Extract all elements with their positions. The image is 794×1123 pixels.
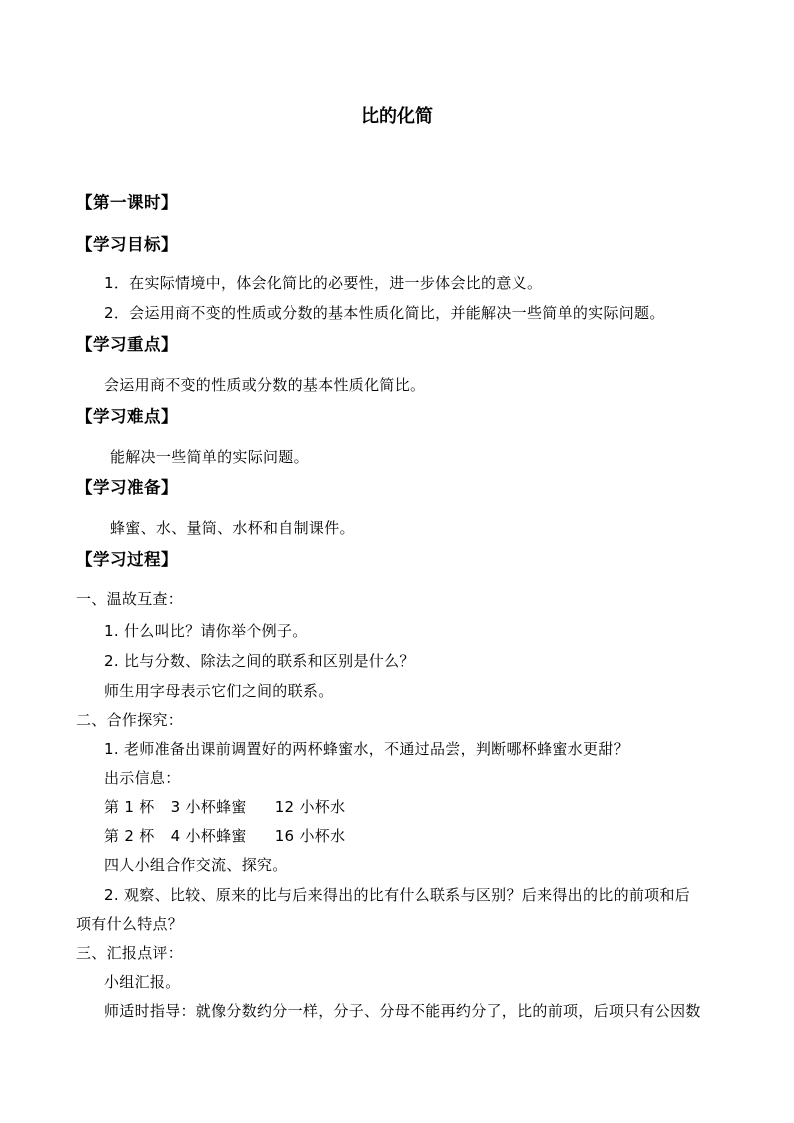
cup-label: 第 1 杯 [104, 798, 155, 816]
heading-goals: 【学习目标】 [76, 235, 178, 254]
report-text: 小组汇报。 [104, 973, 181, 991]
cup-row-1 [104, 797, 345, 817]
goal-item-2: 2．会运用商不变的性质或分数的基本性质化简比，并能解决一些简单的实际问题。 [104, 304, 665, 322]
info-label: 出示信息： [104, 769, 181, 787]
heading-lesson: 【第一课时】 [76, 193, 178, 212]
part1-item-2: 2. 比与分数、除法之间的联系和区别是什么？ [104, 652, 415, 670]
cup-water: 16 小杯水 [274, 827, 346, 845]
difficulty-text: 能解决一些简单的实际问题。 [110, 448, 309, 466]
preparation-text: 蜂蜜、水、量筒、水杯和自制课件。 [110, 519, 355, 537]
part1-item-1: 1. 什么叫比？请你举个例子。 [104, 622, 308, 640]
guide-text: 师适时指导：就像分数约分一样，分子、分母不能再约分了，比的前项，后项只有公因数 [104, 1002, 701, 1020]
part2-heading: 二、合作探究： [76, 711, 184, 729]
cup-honey: 4 小杯蜂蜜 [170, 827, 247, 845]
goal-item-1: 1．在实际情境中，体会化简比的必要性，进一步体会比的意义。 [104, 274, 543, 292]
part2-item-1: 1. 老师准备出课前调置好的两杯蜂蜜水，不通过品尝，判断哪杯蜂蜜水更甜？ [104, 740, 629, 758]
part1-heading: 一、温故互查： [76, 590, 184, 608]
heading-process: 【学习过程】 [76, 550, 178, 569]
heading-difficulty: 【学习难点】 [76, 407, 178, 426]
cup-row-2 [104, 826, 345, 846]
part2-item-2-line1: 2. 观察、比较、原来的比与后来得出的比有什么联系与区别？后来得出的比的前项和后 [104, 886, 691, 904]
document-title: 比的化简 [361, 106, 433, 127]
cup-water: 12 小杯水 [274, 798, 346, 816]
group-work-text: 四人小组合作交流、探究。 [104, 856, 288, 874]
heading-focus: 【学习重点】 [76, 335, 178, 354]
cup-label: 第 2 杯 [104, 827, 155, 845]
part1-item-3: 师生用字母表示它们之间的联系。 [104, 682, 334, 700]
cup-honey: 3 小杯蜂蜜 [170, 798, 247, 816]
heading-preparation: 【学习准备】 [76, 478, 178, 497]
part3-heading: 三、汇报点评： [76, 944, 184, 962]
part2-item-2-line2: 项有什么特点？ [76, 915, 184, 933]
focus-text: 会运用商不变的性质或分数的基本性质化简比。 [104, 376, 426, 394]
